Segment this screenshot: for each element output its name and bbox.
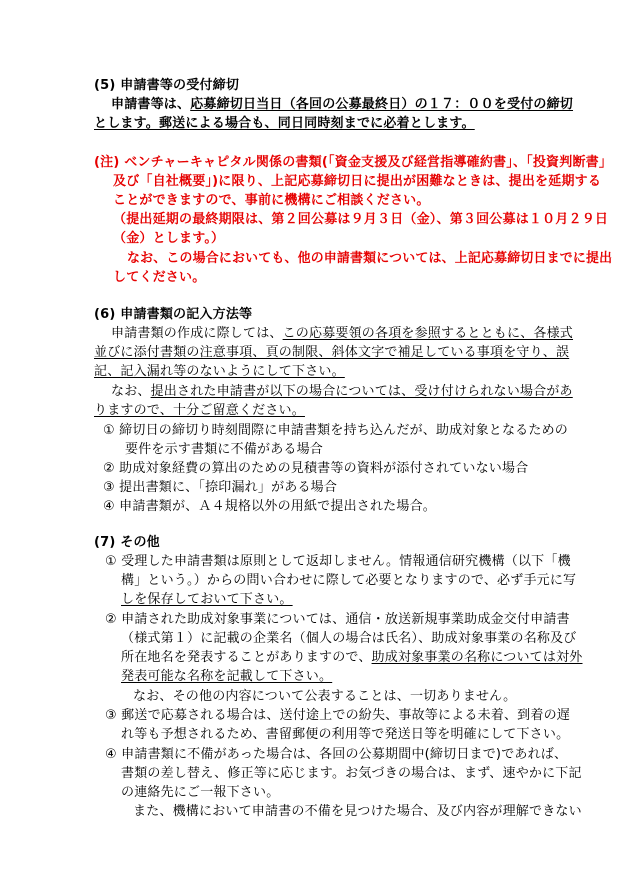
- note-line-1: (注) ベンチャーキャピタル関係の書類(「資金支援及び経営指導確約書」、「投資判断書」: [94, 155, 613, 170]
- item-2-line-2: （様式第１）に記載の企業名（個人の場合は氏名）、助成対象事業の名称及び: [121, 631, 577, 646]
- list-item-3: ③ 提出書類に、「捺印漏れ」がある場合: [103, 480, 338, 495]
- item-4-line-3: の連絡先にご一報下さい。: [121, 785, 280, 800]
- item-2-line-3-underlined: 助成対象事業の名称については対外: [371, 650, 583, 665]
- section-6-para-1-line-1: [111, 326, 573, 342]
- list-item-1-line-1: ① 締切日の締切り時刻間際に申請書類を持ち込んだが、助成対象となるための: [103, 423, 568, 438]
- note-line-3: ことができますので、事前に機構にご相談ください。: [113, 193, 430, 208]
- note-line-5: （金）とします。）: [113, 231, 225, 246]
- note-line-7: してください。: [113, 270, 206, 285]
- section-5-line-1: [111, 97, 573, 113]
- note-line-6: なお、この場合においても、他の申請書類については、上記応募締切日までに提出: [127, 251, 613, 266]
- item-3-line-2: れ等も予想されるため、書留郵便の利用等で発送日等を明確にして下さい。: [121, 727, 570, 742]
- item-1-line-2-text: 構」という。）からの問い合わせに際して必要となりますので、必ず手元に写: [121, 573, 577, 588]
- item-3-line-1: ③ 郵送で応募される場合は、送付途上での紛失、事故等による未着、到着の遅: [105, 708, 570, 723]
- item-4-line-1: ④ 申請書類に不備があった場合は、各回の公募期間中(締切日まで)であれば、: [105, 747, 568, 762]
- item-2-line-5: なお、その他の内容について公表することは、一切ありません。: [133, 689, 517, 704]
- section-6-para-1-underlined: この応募要領の各項を参照するとともに、各様式: [282, 326, 574, 341]
- item-1-line-2: [121, 573, 576, 589]
- section-5-line-1-plain: 申請書等は、: [111, 97, 191, 112]
- note-line-2: 及び「自社概要」)に限り、上記応募締切日に提出が困難なときは、提出を延期する: [113, 174, 602, 189]
- item-2-line-3: [121, 650, 583, 666]
- list-item-1-line-2: 要件を示す書類に不備がある場合: [125, 442, 324, 457]
- section-7-heading: (7) その他: [94, 535, 160, 550]
- section-6-para-2-underlined: 提出された申請書が以下の場合については、受け付けられない場合があ: [150, 384, 573, 399]
- section-6-para-1-plain: 申請書類の作成に際しては、: [111, 326, 283, 341]
- section-6-para-2-line-1: [111, 384, 573, 400]
- note-line-4: （提出延期の最終期限は、第２回公募は９月３日（金）、第３回公募は１０月２９日: [113, 212, 609, 227]
- section-5-line-2: とします。郵送による場合も、同日同時刻までに必着とします。: [94, 116, 475, 131]
- section-5-heading: (5) 申請書等の受付締切: [94, 78, 240, 93]
- list-item-4: ④ 申請書類が、Ａ４規格以外の用紙で提出された場合。: [103, 499, 436, 514]
- item-1-line-1: ① 受理した申請書類は原則として返却しません。情報通信研究機構（以下「機: [105, 554, 571, 569]
- item-2-line-1: ② 申請された助成対象事業については、通信・放送新規事業助成金交付申請書: [105, 612, 570, 627]
- item-1-line-3: しを保存しておいて下さい。: [121, 592, 293, 607]
- section-5-line-1-underlined: 応募締切日当日（各回の公募最終日）の１７：００を受付の締切: [190, 97, 574, 112]
- section-6-para-1-line-2: 並びに添付書類の注意事項、頁の制限、斜体文字で補足している事項を守り、誤: [94, 345, 570, 360]
- item-4-line-4: また、機構において申請書の不備を見つけた場合、及び内容が理解できない: [133, 804, 582, 819]
- item-2-line-4: 発表可能な名称を記載して下さい。: [121, 669, 333, 684]
- list-item-2: ② 助成対象経費の算出のための見積書等の資料が添付されていない場合: [103, 461, 529, 476]
- section-6-para-2-line-2: りますので、十分ご留意ください。: [94, 403, 305, 418]
- section-6-heading: (6) 申請書類の記入方法等: [94, 307, 253, 322]
- item-2-line-3-plain: 所在地名を発表することがありますので、: [121, 650, 372, 665]
- section-6-para-2-plain: なお、: [111, 384, 151, 399]
- section-6-para-1-line-3: 記、記入漏れ等のないようにして下さい。: [94, 364, 345, 379]
- item-4-line-2: 書類の差し替え、修正等に応じます。お気づきの場合は、まず、速やかに下記: [121, 766, 582, 781]
